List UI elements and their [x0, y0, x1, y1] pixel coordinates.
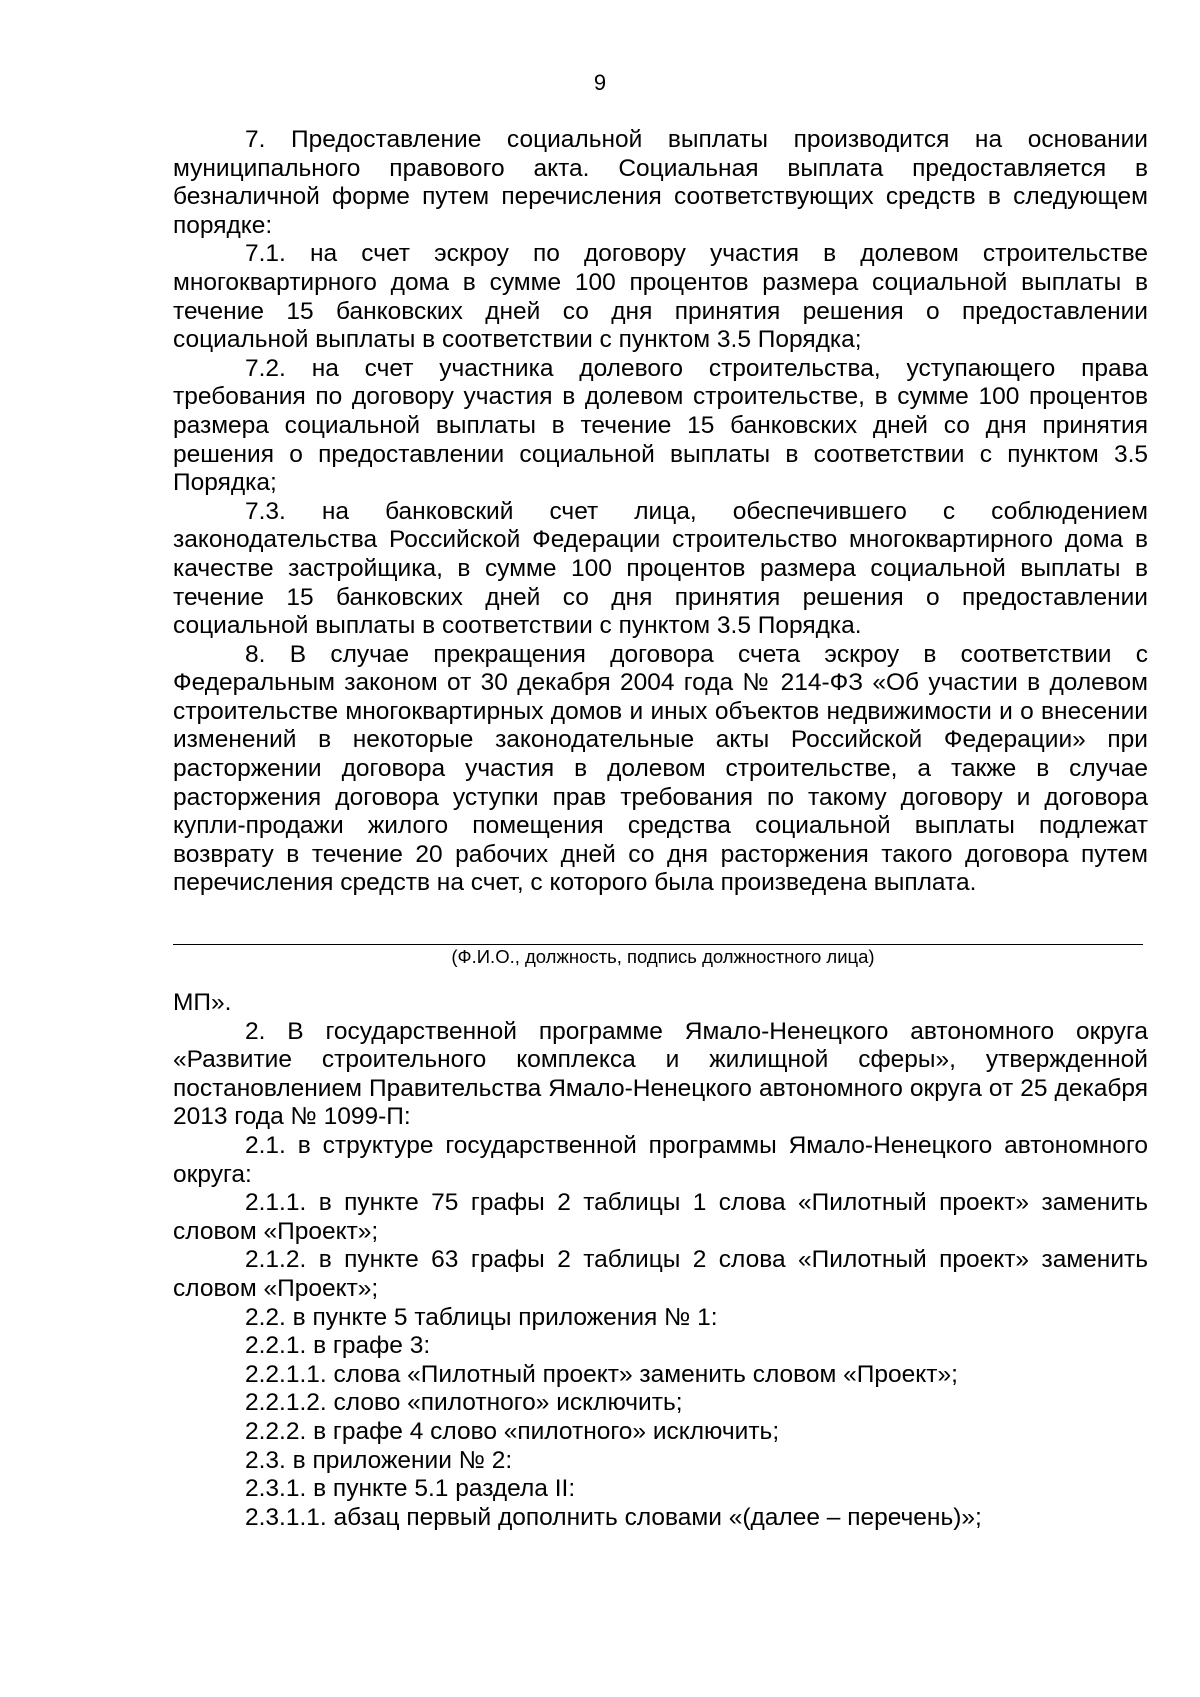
paragraph-7-3: 7.3. на банковский счет лица, обеспечившего с соблюдением законодательства Российской Федерации строительство многоквартирного дома в качестве застройщика, в сумме 100 процентов размера социальной выплаты в течение 15 банковских дней со дня принятия решения о предоставлении социальной выплаты в соответствии с пунктом 3.5 Порядка. — [173, 497, 1148, 640]
paragraph-2-3-1: 2.3.1. в пункте 5.1 раздела II: — [245, 1475, 576, 1503]
paragraph-2-2: 2.2. в пункте 5 таблицы приложения № 1: — [245, 1303, 718, 1331]
paragraph-2-2-1-1: 2.2.1.1. слова «Пилотный проект» заменить словом «Проект»; — [245, 1360, 958, 1388]
paragraph-7: 7. Предоставление социальной выплаты производится на основании муниципального правового акта. Социальная выплата предоставляется в безналичной форме путем перечисления соответствующих средств в следующем порядке: — [173, 126, 1148, 239]
page-number: 9 — [593, 70, 607, 95]
document-body — [173, 126, 1148, 1532]
paragraph-2: 2. В государственной программе Ямало-Ненецкого автономного округа «Развитие строительного комплекса и жилищной сферы», утвержденной постановлением Правительства Ямало-Ненецкого автономного округа от 25 декабря 2013 года № 1099-П: — [173, 1017, 1148, 1131]
paragraph-2-1: 2.1. в структуре государственной программы Ямало-Ненецкого автономного округа: — [173, 1132, 1148, 1188]
paragraph-2-3: 2.3. в приложении № 2: — [245, 1446, 513, 1474]
paragraph-8: 8. В случае прекращения договора счета эскроу в соответствии с Федеральным законом от 30 декабря 2004 года № 214-ФЗ «Об участии в долевом строительстве многоквартирных домов и иных объектов недвижимости и о внесении изменений в некоторые законодательные акты Российской Федерации» при расторжении договора участия в долевом строительстве, а также в случае расторжения договора уступки прав требования по такому договору и договора купли-продажи жилого помещения средства социальной выплаты подлежат возврату в течение 20 рабочих дней со дня расторжения такого договора путем перечисления средств на счет, с которого была произведена выплата. — [173, 640, 1148, 897]
paragraph-2-2-1: 2.2.1. в графе 3: — [245, 1332, 431, 1360]
paragraph-2-3-1-1: 2.3.1.1. абзац первый дополнить словами «(далее – перечень)»; — [245, 1503, 982, 1531]
signature-line — [173, 944, 1143, 969]
signature-caption: (Ф.И.О., должность, подпись должностного лица) — [451, 946, 875, 968]
paragraph-7-2: 7.2. на счет участника долевого строительства, уступающего права требования по договору участия в долевом строительстве, в сумме 100 процентов размера социальной выплаты в течение 15 банковских дней со дня принятия решения о предоставлении социальной выплаты в соответствии с пунктом 3.5 Порядка; — [173, 354, 1148, 497]
paragraph-7-1: 7.1. на счет эскроу по договору участия в долевом строительстве многоквартирного дома в сумме 100 процентов размера социальной выплаты в течение 15 банковских дней со дня принятия решения о предоставлении социальной выплаты в соответствии с пунктом 3.5 Порядка; — [173, 240, 1148, 354]
stamp-label: МП». — [173, 989, 232, 1017]
paragraph-2-1-1: 2.1.1. в пункте 75 графы 2 таблицы 1 слова «Пилотный проект» заменить словом «Проект»; — [173, 1189, 1148, 1245]
paragraph-2-2-1-2: 2.2.1.2. слово «пилотного» исключить; — [245, 1389, 683, 1417]
paragraph-2-1-2: 2.1.2. в пункте 63 графы 2 таблицы 2 слова «Пилотный проект» заменить словом «Проект»; — [173, 1246, 1148, 1302]
paragraph-2-2-2: 2.2.2. в графе 4 слово «пилотного» исключить; — [245, 1417, 780, 1445]
